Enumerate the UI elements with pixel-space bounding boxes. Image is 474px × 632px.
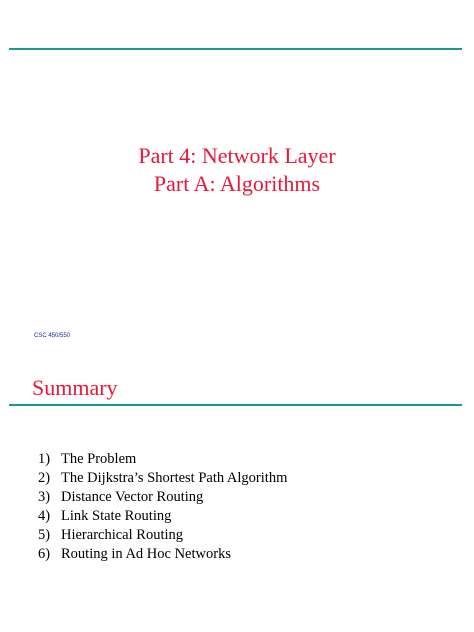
list-item — [38, 469, 287, 488]
list-item — [38, 545, 287, 564]
list-item-number: 6) — [38, 546, 51, 562]
summary-divider — [9, 404, 462, 406]
list-item-number: 3) — [38, 489, 51, 505]
summary-heading: Summary — [32, 375, 118, 400]
list-item-text: Distance Vector Routing — [61, 489, 204, 505]
course-tag: CSC 450/550 — [34, 333, 71, 339]
list-item-number: 4) — [38, 508, 51, 524]
list-item — [38, 488, 287, 507]
list-item-number: 2) — [38, 470, 51, 486]
list-item-text: The Problem — [61, 451, 137, 467]
list-item-number: 1) — [38, 451, 51, 467]
list-item-text: The Dijkstra’s Shortest Path Algorithm — [61, 470, 288, 486]
list-item-number: 5) — [38, 527, 51, 543]
list-item-text: Routing in Ad Hoc Networks — [61, 546, 231, 562]
list-item-text: Hierarchical Routing — [61, 527, 183, 543]
title-line-1: Part 4: Network Layer — [138, 143, 336, 168]
slide-title — [0, 142, 474, 198]
list-item-text: Link State Routing — [61, 508, 172, 524]
summary-list — [38, 450, 287, 564]
list-item — [38, 507, 287, 526]
list-item — [38, 526, 287, 545]
title-line-2: Part A: Algorithms — [153, 171, 321, 196]
list-item — [38, 450, 287, 469]
top-divider — [9, 48, 462, 50]
